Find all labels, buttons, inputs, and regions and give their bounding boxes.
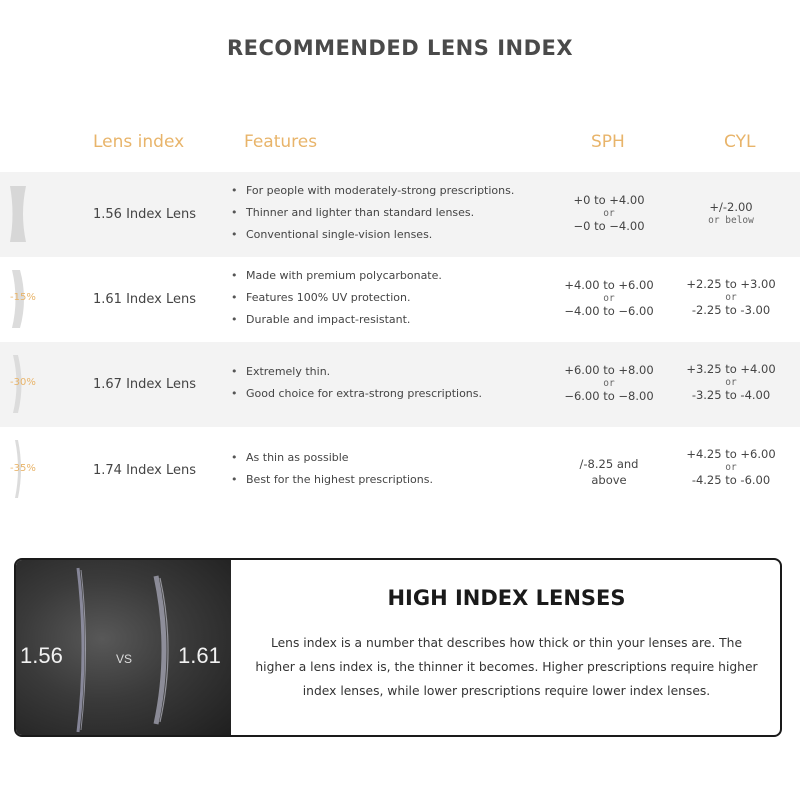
sph-or: or — [603, 378, 615, 389]
cyl-range — [671, 201, 791, 227]
sph-positive: /-8.25 and — [579, 457, 639, 471]
sph-or: or — [603, 208, 615, 219]
feature-list — [231, 361, 482, 405]
feature-item: • Best for the highest prescriptions. — [231, 469, 433, 491]
cyl-range — [671, 448, 791, 487]
feature-item: • Features 100% UV protection. — [231, 287, 442, 309]
sph-negative: −6.00 to −8.00 — [564, 389, 654, 403]
cyl-negative: -3.25 to -4.00 — [691, 388, 771, 402]
feature-item: • Durable and impact-resistant. — [231, 309, 442, 331]
lens-name: 1.56 Index Lens — [93, 207, 197, 222]
cyl-value: +/-2.00 — [709, 200, 753, 214]
sph-range — [549, 194, 669, 233]
versus-label: VS — [116, 652, 133, 666]
lens-profile-icon — [0, 172, 40, 257]
feature-list — [231, 447, 433, 491]
cyl-or: or — [725, 462, 737, 473]
high-index-card — [14, 558, 782, 737]
lens-row-174 — [0, 427, 800, 512]
feature-item: • Thinner and lighter than standard lenses. — [231, 202, 514, 224]
sph-negative: −0 to −4.00 — [573, 219, 645, 233]
feature-item: • Made with premium polycarbonate. — [231, 265, 442, 287]
feature-list — [231, 180, 514, 246]
cyl-positive: +3.25 to +4.00 — [686, 362, 776, 376]
cyl-or: or — [725, 377, 737, 388]
feature-item: • Extremely thin. — [231, 361, 482, 383]
header-lens-index: Lens index — [93, 132, 185, 152]
lens-comparison-photo — [16, 560, 231, 735]
sph-positive: +6.00 to +8.00 — [564, 363, 654, 377]
cyl-or: or — [725, 292, 737, 303]
feature-item: • Good choice for extra-strong prescriptions. — [231, 383, 482, 405]
sph-negative: −4.00 to −6.00 — [564, 304, 654, 318]
sph-range — [549, 279, 669, 318]
lens-name: 1.67 Index Lens — [93, 377, 197, 392]
sph-range — [549, 364, 669, 403]
cyl-positive: +4.25 to +6.00 — [686, 447, 776, 461]
header-sph: SPH — [591, 132, 625, 152]
cyl-negative: -2.25 to -3.00 — [691, 303, 771, 317]
feature-item: • As thin as possible — [231, 447, 433, 469]
sph-positive: +4.00 to +6.00 — [564, 278, 654, 292]
sph-or: or — [603, 293, 615, 304]
page-title: RECOMMENDED LENS INDEX — [226, 36, 574, 60]
cyl-or: or below — [708, 215, 754, 226]
sph-positive: +0 to +4.00 — [573, 193, 645, 207]
cyl-negative: -4.25 to -6.00 — [691, 473, 771, 487]
cyl-positive: +2.25 to +3.00 — [686, 277, 776, 291]
feature-item: • For people with moderately-strong prescriptions. — [231, 180, 514, 202]
lens-161-label: 1.61 — [178, 643, 221, 668]
lens-row-156 — [0, 172, 800, 257]
card-description: Lens index is a number that describes how thick or thin your lenses are. The higher a lens index is, the thinner it becomes. Higher prescriptions require higher index lenses, while lower prescriptions require lower index lenses. — [255, 636, 758, 698]
lens-name: 1.74 Index Lens — [93, 463, 197, 478]
thickness-reduction: -30% — [10, 377, 36, 388]
feature-list — [231, 265, 442, 331]
header-features: Features — [244, 132, 318, 152]
header-cyl: CYL — [724, 132, 756, 152]
feature-item: • Conventional single-vision lenses. — [231, 224, 514, 246]
cyl-range — [671, 278, 791, 317]
sph-range — [549, 456, 669, 488]
lens-156-label: 1.56 — [20, 643, 63, 668]
card-title: HIGH INDEX LENSES — [387, 586, 626, 610]
thickness-reduction: -35% — [10, 463, 36, 474]
lens-name: 1.61 Index Lens — [93, 292, 197, 307]
lens-row-167 — [0, 342, 800, 427]
cyl-range — [671, 363, 791, 402]
thickness-reduction: -15% — [10, 292, 36, 303]
sph-negative: above — [591, 473, 627, 487]
lens-row-161 — [0, 257, 800, 342]
